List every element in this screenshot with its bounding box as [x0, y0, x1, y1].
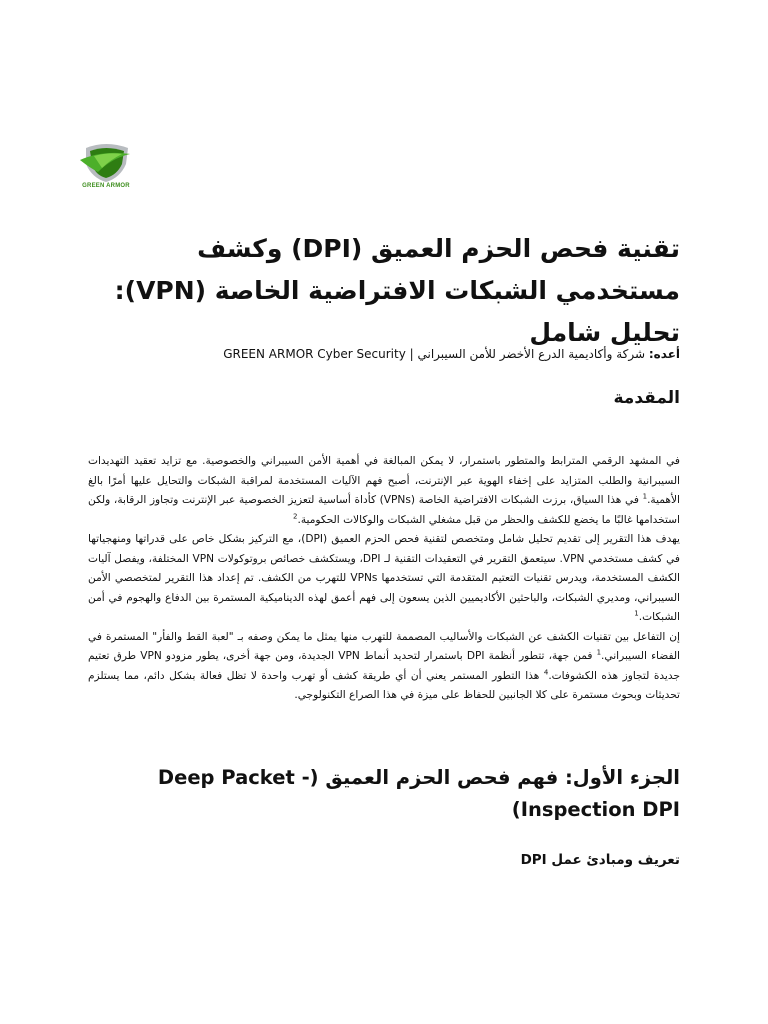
- author-label: أعده:: [648, 347, 680, 361]
- paragraph: [88, 628, 680, 706]
- paragraph-text: في هذا السياق، برزت الشبكات الافتراضية الخاصة (VPNs) كأداة أساسية لتعزيز الخصوصية عبر الإنترنت وتجاوز الرقابة، ولكن استخدامها غالبًا ما يخضع للكشف والحظر من قبل مشغلي الشبكات والوكالات الحكومية.: [88, 494, 680, 526]
- paragraph-text: إن التفاعل بين تقنيات الكشف عن الشبكات والأساليب المصممة للتهرب منها يمثل ما يمكن وصفه بـ "لعبة القط والفأر" المستمرة في الفضاء السيبراني.: [88, 630, 681, 662]
- footnote-ref[interactable]: 1: [642, 492, 648, 501]
- section-heading: تعريف ومبادئ عمل DPI: [520, 852, 680, 868]
- part1-heading: الجزء الأول: فهم فحص الحزم العميق (- Deep Packet Inspection DPI): [157, 766, 680, 821]
- paragraph-text: فمن جهة، تتطور أنظمة DPI باستمرار لتحديد أنماط VPN الجديدة، ومن جهة أخرى، يطور مزودو VPN طرق تعتيم جديدة لتجاوز هذه الكشوفات.: [88, 650, 680, 682]
- paragraph-text: في المشهد الرقمي المترابط والمتطور باستمرار، لا يمكن المبالغة في أهمية الأمن السيبراني والخصوصية. مع تزايد تعقيد التهديدات السيبرانية والطلب المتزايد على إخفاء الهوية عبر الإنترنت، أصبح فهم الآليات المستخدمة لمراقبة الشبكات والتحايل عليها أمرًا بالغ الأهمية.: [88, 455, 681, 506]
- logo-text: GREEN ARMOR: [82, 183, 130, 189]
- intro-body: [88, 452, 680, 706]
- footnote-ref[interactable]: 1: [596, 648, 602, 657]
- author-value: شركة وأكاديمية الدرع الأخضر للأمن السيبراني | GREEN ARMOR Cyber Security: [223, 347, 646, 361]
- shield-icon: [72, 142, 140, 184]
- footnote-ref[interactable]: 1: [634, 609, 639, 618]
- author-line: [88, 346, 680, 362]
- paragraph-text: يهدف هذا التقرير إلى تقديم تحليل شامل ومتخصص لتقنية فحص الحزم العميق (DPI)، مع التركيز بشكل خاص على قدراتها ومنهجياتها في كشف مستخدمي VPN. سيتعمق التقرير في التعقيدات التقنية لـ DPI، ويستكشف خصائص بروتوكولات VPN المختلفة، ويفصل آليات الكشف المستخدمة، ويدرس تقنيات التعتيم المتقدمة التي تستخدمها VPNs للتهرب من الكشف. تم إعداد هذا التقرير لمتخصصي الأمن السيبراني، ومديري الشبكات، والباحثين الأكاديميين الذين يسعون إلى فهم أعمق لهذه الديناميكية المستمرة بين الدفاع والهجوم في أمن الشبكات.: [88, 533, 681, 623]
- footnote-ref[interactable]: 4: [543, 667, 549, 676]
- footnote-ref[interactable]: 2: [292, 511, 298, 520]
- paragraph-text: هذا التطور المستمر يعني أن أي طريقة كشف أو تهرب واحدة لا تظل فعالة بشكل دائم، مما يستلزم تحديثات وبحوث مستمرة على كلا الجانبين للحفاظ على ميزة في هذا الصراع التكنولوجي.: [88, 669, 680, 701]
- intro-heading: المقدمة: [613, 388, 680, 408]
- green-armor-logo: [72, 142, 140, 194]
- document-title: تقنية فحص الحزم العميق (DPI) وكشف مستخدمي الشبكات الافتراضية الخاصة (VPN): تحليل شامل: [114, 234, 680, 347]
- paragraph: [88, 452, 680, 530]
- paragraph: [88, 530, 680, 628]
